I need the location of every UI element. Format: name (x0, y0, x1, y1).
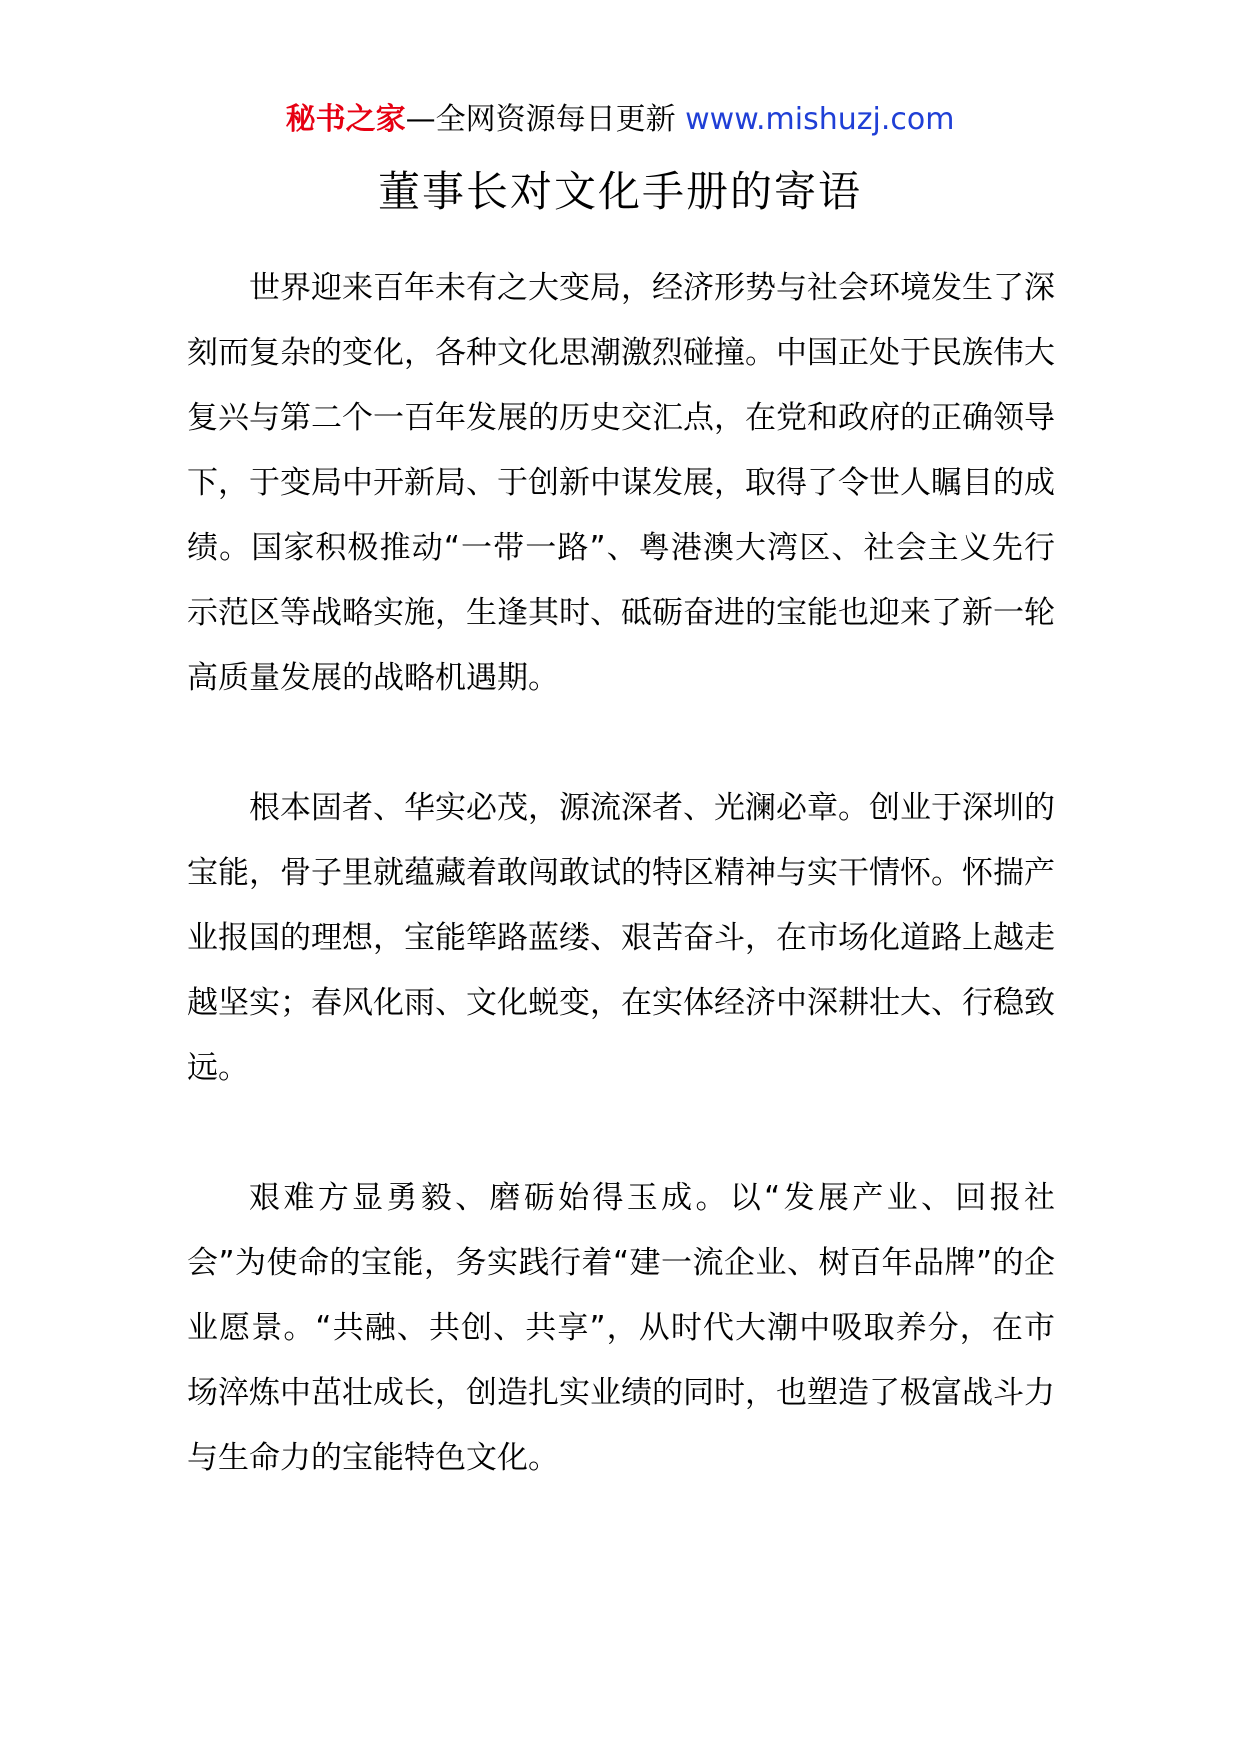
paragraph-2: 根本固者、华实必茂，源流深者、光澜必章。创业于深圳的宝能，骨子里就蕴藏着敢闯敢试的特区精神与实干情怀。怀揣产业报国的理想，宝能筚路蓝缕、艰苦奋斗，在市场化道路上越走越坚实；春风化雨、文化蜕变，在实体经济中深耕壮大、行稳致远。 (187, 790, 1055, 1086)
document-body (187, 256, 1055, 1556)
site-banner (0, 100, 1240, 140)
document-title: 董事长对文化手册的寄语 (377, 167, 862, 216)
site-url-link[interactable]: www.mishuzj.com (685, 102, 955, 137)
site-brand: 秘书之家 (285, 102, 406, 137)
paragraph-3: 艰难方显勇毅、磨砺始得玉成。以“发展产业、回报社会”为使命的宝能，务实践行着“建一流企业、树百年品牌”的企业愿景。“共融、共创、共享”，从时代大潮中吸取养分，在市场淬炼中茁壮成长，创造扎实业绩的同时，也塑造了极富战斗力与生命力的宝能特色文化。 (187, 1180, 1055, 1476)
paragraph-1: 世界迎来百年未有之大变局，经济形势与社会环境发生了深刻而复杂的变化，各种文化思潮激烈碰撞。中国正处于民族伟大复兴与第二个一百年发展的历史交汇点，在党和政府的正确领导下，于变局中开新局、于创新中谋发展，取得了令世人瞩目的成绩。国家积极推动“一带一路”、粤港澳大湾区、社会主义先行示范区等战略实施，生逢其时、砥砺奋进的宝能也迎来了新一轮高质量发展的战略机遇期。 (187, 270, 1055, 696)
site-tagline: —全网资源每日更新 (405, 102, 686, 137)
